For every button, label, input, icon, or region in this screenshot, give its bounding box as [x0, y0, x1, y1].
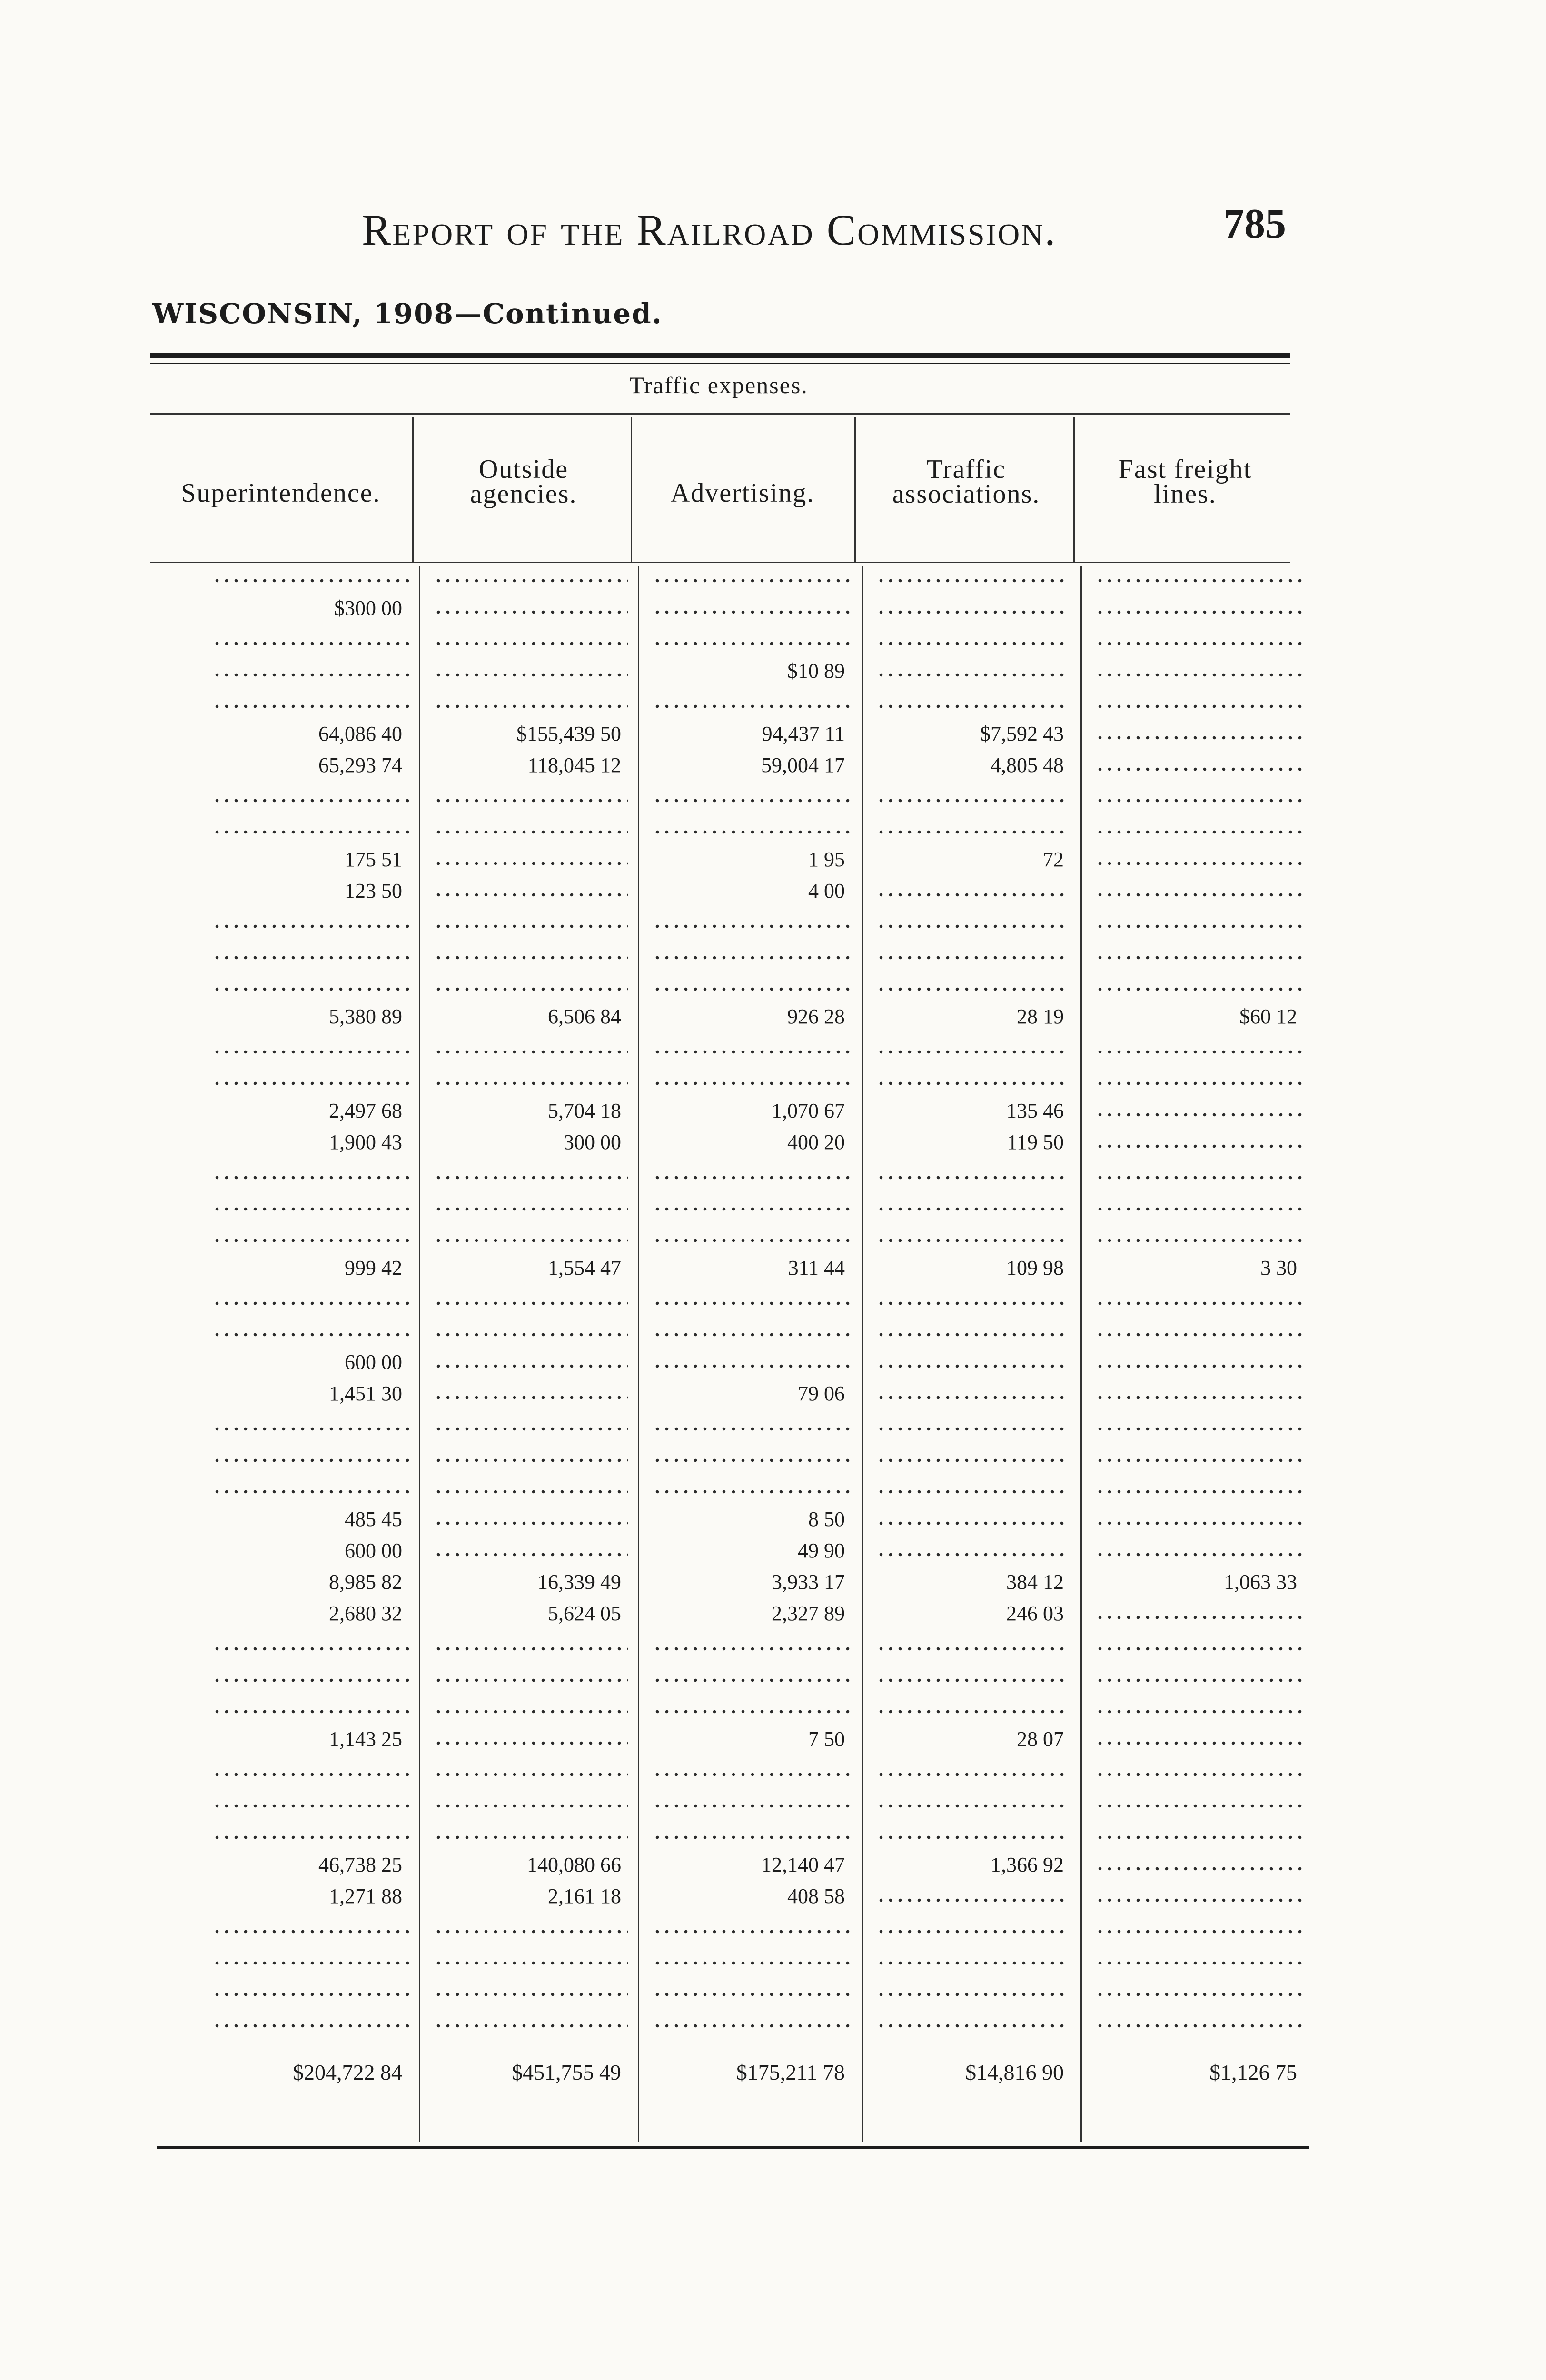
header-rule: [150, 562, 1290, 563]
table-cell: [650, 943, 852, 964]
table-cell: 1,366 92: [991, 1853, 1064, 1876]
table-cell: 7 50: [808, 1727, 845, 1751]
table-cell: 1,451 30: [329, 1382, 402, 1405]
table-cell: 246 03: [1006, 1602, 1064, 1625]
table-cell: [650, 598, 852, 619]
table-cell: [209, 1792, 409, 1813]
table-cell: [1092, 1729, 1304, 1750]
table-cell: [1092, 1132, 1304, 1153]
table-cell: [209, 1195, 409, 1216]
table-cell: [1092, 1949, 1304, 1970]
table-cell: [1092, 912, 1304, 933]
top-rule-thick: [150, 353, 1290, 358]
table-cell: [1092, 881, 1304, 902]
table-cell: [873, 566, 1070, 587]
total-cell: $204,722 84: [293, 2060, 402, 2084]
table-cell: [1092, 1760, 1304, 1781]
table-cell: [209, 2012, 409, 2033]
table-cell: [209, 1635, 409, 1656]
table-cell: [431, 1415, 628, 1436]
table-cell: $7,592 43: [980, 722, 1064, 745]
table-cell: 49 90: [798, 1539, 845, 1562]
table-cell: [1092, 2012, 1304, 2033]
table-cell: [650, 2012, 852, 2033]
table-cell: 5,624 05: [548, 1602, 621, 1625]
table-cell: [431, 1540, 628, 1561]
table-cell: [873, 1038, 1070, 1059]
table-cell: [650, 1415, 852, 1436]
table-cell: [209, 1478, 409, 1498]
column-divider: [412, 416, 414, 562]
table-cell: [431, 818, 628, 839]
table-cell: [650, 1666, 852, 1687]
table-cell: 1,271 88: [329, 1884, 402, 1908]
table-cell: [431, 692, 628, 713]
table-cell: [1092, 692, 1304, 713]
column-divider: [1080, 566, 1082, 2142]
table-cell: 600 00: [345, 1539, 402, 1562]
table-cell: 123 50: [345, 879, 402, 902]
table-cell: [873, 1069, 1070, 1090]
table-cell: [1092, 1163, 1304, 1184]
table-cell: [431, 1949, 628, 1970]
table-cell: [873, 1509, 1070, 1530]
table-cell: [1092, 1635, 1304, 1656]
table-cell: [873, 1792, 1070, 1813]
table-cell: [650, 975, 852, 996]
table-cell: [873, 1195, 1070, 1216]
table-cell: [1092, 975, 1304, 996]
table-cell: [650, 1289, 852, 1310]
table-cell: [650, 629, 852, 650]
table-cell: [873, 1697, 1070, 1718]
table-cell: [650, 912, 852, 933]
table-cell: 6,506 84: [548, 1005, 621, 1028]
table-cell: [431, 912, 628, 933]
running-head: Report of the Railroad Commission.: [362, 206, 1057, 254]
table-cell: [873, 629, 1070, 650]
table-cell: $300 00: [334, 596, 402, 620]
table-cell: [209, 1289, 409, 1310]
table-cell: [1092, 755, 1304, 776]
table-cell: [431, 1446, 628, 1467]
table-cell: [1092, 786, 1304, 807]
table-cell: [650, 1760, 852, 1781]
table-cell: 311 44: [788, 1256, 845, 1279]
table-cell: [431, 2012, 628, 2033]
table-cell: [873, 598, 1070, 619]
column-heading-traffic-associations: Traffic associations.: [892, 455, 1041, 509]
table-cell: [650, 1823, 852, 1844]
table-cell: [431, 1352, 628, 1373]
table-cell: [1092, 1854, 1304, 1875]
table-cell: [431, 1666, 628, 1687]
table-cell: [209, 1980, 409, 2001]
table-cell: [431, 566, 628, 587]
table-cell: 999 42: [345, 1256, 402, 1279]
table-cell: 485 45: [345, 1507, 402, 1531]
table-cell: 119 50: [1007, 1130, 1064, 1154]
table-cell: 5,704 18: [548, 1099, 621, 1122]
table-cell: 3 30: [1260, 1256, 1297, 1279]
table-cell: 2,327 89: [772, 1602, 845, 1625]
table-cell: [1092, 1478, 1304, 1498]
table-cell: [431, 881, 628, 902]
table-cell: [873, 2012, 1070, 2033]
table-cell: [209, 1760, 409, 1781]
table-cell: [650, 1697, 852, 1718]
table-cell: [209, 912, 409, 933]
table-cell: [650, 1226, 852, 1247]
table-cell: [431, 598, 628, 619]
table-cell: [209, 566, 409, 587]
table-cell: [1092, 724, 1304, 744]
table-cell: 4 00: [808, 879, 845, 902]
table-cell: [431, 661, 628, 682]
group-heading: Traffic expenses.: [629, 372, 808, 398]
table-cell: [873, 1478, 1070, 1498]
table-cell: [209, 818, 409, 839]
table-cell: 1,063 33: [1224, 1570, 1297, 1594]
table-cell: [431, 943, 628, 964]
table-cell: [650, 1320, 852, 1341]
table-cell: [1092, 598, 1304, 619]
table-cell: [209, 1446, 409, 1467]
table-cell: 2,497 68: [329, 1099, 402, 1122]
table-cell: [650, 1980, 852, 2001]
table-cell: 79 06: [798, 1382, 845, 1405]
table-cell: [431, 1792, 628, 1813]
table-cell: [209, 1226, 409, 1247]
column-divider: [862, 566, 863, 2142]
table-cell: [209, 1823, 409, 1844]
table-cell: [209, 692, 409, 713]
table-cell: [431, 1509, 628, 1530]
table-cell: [873, 1666, 1070, 1687]
table-cell: [209, 1038, 409, 1059]
table-cell: [650, 1446, 852, 1467]
table-cell: [1092, 1415, 1304, 1436]
table-cell: 65,293 74: [318, 754, 402, 777]
table-cell: [1092, 943, 1304, 964]
table-cell: 600 00: [345, 1350, 402, 1374]
table-cell: 1,900 43: [329, 1130, 402, 1154]
column-divider: [419, 566, 420, 2142]
table-cell: [1092, 1446, 1304, 1467]
column-divider: [631, 416, 632, 562]
table-cell: [873, 692, 1070, 713]
table-cell: 408 58: [787, 1884, 845, 1908]
table-cell: [209, 1666, 409, 1687]
table-cell: [650, 1792, 852, 1813]
table-cell: 8,985 82: [329, 1570, 402, 1594]
table-cell: [873, 1635, 1070, 1656]
table-cell: [873, 1320, 1070, 1341]
table-cell: 12,140 47: [761, 1853, 845, 1876]
table-cell: $60 12: [1239, 1005, 1297, 1028]
table-cell: [1092, 1509, 1304, 1530]
bottom-rule: [157, 2146, 1309, 2149]
total-cell: $175,211 78: [736, 2060, 845, 2084]
table-cell: 64,086 40: [318, 722, 402, 745]
table-cell: 72: [1043, 848, 1064, 871]
table-cell: [431, 1917, 628, 1938]
table-cell: [1092, 1289, 1304, 1310]
table-cell: [873, 1540, 1070, 1561]
table-cell: [1092, 1352, 1304, 1373]
table-cell: [650, 1635, 852, 1656]
table-cell: [209, 1949, 409, 1970]
table-cell: [1092, 1069, 1304, 1090]
table-cell: [209, 1917, 409, 1938]
column-divider: [1073, 416, 1075, 562]
table-cell: [431, 1980, 628, 2001]
column-divider: [854, 416, 856, 562]
table-cell: 1,143 25: [329, 1727, 402, 1751]
table-cell: [431, 1823, 628, 1844]
table-cell: [873, 1383, 1070, 1404]
table-cell: [431, 786, 628, 807]
table-cell: [1092, 566, 1304, 587]
table-cell: [650, 566, 852, 587]
total-cell: $14,816 90: [965, 2060, 1064, 2084]
table-cell: 94,437 11: [762, 722, 845, 745]
table-cell: [873, 818, 1070, 839]
table-cell: [873, 912, 1070, 933]
table-cell: [650, 1038, 852, 1059]
table-cell: [873, 786, 1070, 807]
table-cell: 384 12: [1006, 1570, 1064, 1594]
column-heading-advertising: Advertising.: [670, 478, 815, 508]
table-cell: [873, 1415, 1070, 1436]
table-cell: 1,554 47: [548, 1256, 621, 1279]
table-cell: 400 20: [787, 1130, 845, 1154]
table-cell: [431, 1635, 628, 1656]
table-cell: [431, 629, 628, 650]
table-cell: [650, 1478, 852, 1498]
table-cell: [1092, 1320, 1304, 1341]
table-cell: [431, 1195, 628, 1216]
table-cell: 300 00: [564, 1130, 621, 1154]
table-cell: [209, 1320, 409, 1341]
table-cell: [873, 1823, 1070, 1844]
table-cell: [1092, 1980, 1304, 2001]
table-cell: [431, 1289, 628, 1310]
table-cell: $155,439 50: [516, 722, 621, 745]
table-cell: [431, 1760, 628, 1781]
table-cell: [873, 1917, 1070, 1938]
table-cell: 1,070 67: [772, 1099, 845, 1122]
table-cell: [209, 661, 409, 682]
table-cell: 5,380 89: [329, 1005, 402, 1028]
table-cell: [1092, 1792, 1304, 1813]
table-cell: [1092, 1666, 1304, 1687]
table-cell: [1092, 661, 1304, 682]
group-rule: [150, 413, 1290, 415]
table-cell: [650, 786, 852, 807]
table-cell: [431, 975, 628, 996]
table-cell: 59,004 17: [761, 754, 845, 777]
table-cell: 46,738 25: [318, 1853, 402, 1876]
table-cell: [873, 1352, 1070, 1373]
table-cell: [650, 818, 852, 839]
table-cell: [1092, 1038, 1304, 1059]
table-cell: [650, 1917, 852, 1938]
table-cell: [431, 1729, 628, 1750]
table-cell: [431, 849, 628, 870]
table-cell: [1092, 818, 1304, 839]
table-cell: [873, 1446, 1070, 1467]
table-cell: [1092, 1823, 1304, 1844]
column-divider: [638, 566, 639, 2142]
table-cell: [873, 1289, 1070, 1310]
table-cell: 3,933 17: [772, 1570, 845, 1594]
table-cell: [1092, 1101, 1304, 1121]
table-cell: [873, 943, 1070, 964]
table-cell: [431, 1038, 628, 1059]
page-number: 785: [1223, 201, 1286, 247]
table-cell: [873, 975, 1070, 996]
table-cell: 118,045 12: [527, 754, 621, 777]
table-cell: [1092, 1603, 1304, 1624]
table-cell: [650, 1069, 852, 1090]
table-cell: [209, 629, 409, 650]
table-cell: [650, 1949, 852, 1970]
table-cell: [1092, 1226, 1304, 1247]
table-cell: [650, 1352, 852, 1373]
table-cell: [431, 1320, 628, 1341]
table-cell: 16,339 49: [537, 1570, 621, 1594]
table-cell: [1092, 1195, 1304, 1216]
table-cell: 4,805 48: [991, 754, 1064, 777]
table-cell: [873, 1949, 1070, 1970]
table-cell: 109 98: [1006, 1256, 1064, 1279]
table-cell: [1092, 1383, 1304, 1404]
table-cell: 135 46: [1006, 1099, 1064, 1122]
table-cell: 8 50: [808, 1507, 845, 1531]
table-cell: [873, 1226, 1070, 1247]
table-cell: [873, 1760, 1070, 1781]
table-cell: [1092, 849, 1304, 870]
table-cell: 1 95: [808, 848, 845, 871]
table-cell: [1092, 1917, 1304, 1938]
table-cell: 2,161 18: [548, 1884, 621, 1908]
table-cell: 28 19: [1017, 1005, 1064, 1028]
table-cell: [873, 1980, 1070, 2001]
table-cell: [209, 1163, 409, 1184]
table-cell: $10 89: [787, 659, 845, 683]
total-cell: $1,126 75: [1209, 2060, 1297, 2084]
table-cell: 926 28: [787, 1005, 845, 1028]
table-cell: [1092, 1886, 1304, 1907]
table-title: WISCONSIN, 1908—Continued.: [152, 298, 663, 330]
table-cell: [650, 692, 852, 713]
table-cell: [431, 1383, 628, 1404]
table-cell: [431, 1478, 628, 1498]
table-cell: [431, 1697, 628, 1718]
table-cell: [209, 943, 409, 964]
column-heading-superintendence: Superintendence.: [181, 478, 381, 508]
table-cell: [431, 1163, 628, 1184]
table-cell: [1092, 1697, 1304, 1718]
table-cell: [209, 1697, 409, 1718]
table-cell: [650, 1195, 852, 1216]
table-cell: 140,080 66: [527, 1853, 621, 1876]
table-cell: [873, 1163, 1070, 1184]
table-cell: [209, 786, 409, 807]
column-heading-outside-agencies: Outside agencies.: [470, 455, 577, 509]
table-cell: [209, 1069, 409, 1090]
table-cell: [209, 1415, 409, 1436]
table-cell: [873, 661, 1070, 682]
table-cell: 28 07: [1017, 1727, 1064, 1751]
total-cell: $451,755 49: [512, 2060, 621, 2084]
table-cell: [650, 1163, 852, 1184]
table-cell: [431, 1226, 628, 1247]
top-rule-thin: [150, 363, 1290, 364]
table-cell: [873, 881, 1070, 902]
column-heading-fast-freight-lines: Fast freight lines.: [1118, 455, 1252, 509]
table-cell: [873, 1886, 1070, 1907]
table-cell: 2,680 32: [329, 1602, 402, 1625]
table-cell: 175 51: [345, 848, 402, 871]
table-cell: [431, 1069, 628, 1090]
table-cell: [1092, 1540, 1304, 1561]
table-cell: [209, 975, 409, 996]
table-cell: [1092, 629, 1304, 650]
